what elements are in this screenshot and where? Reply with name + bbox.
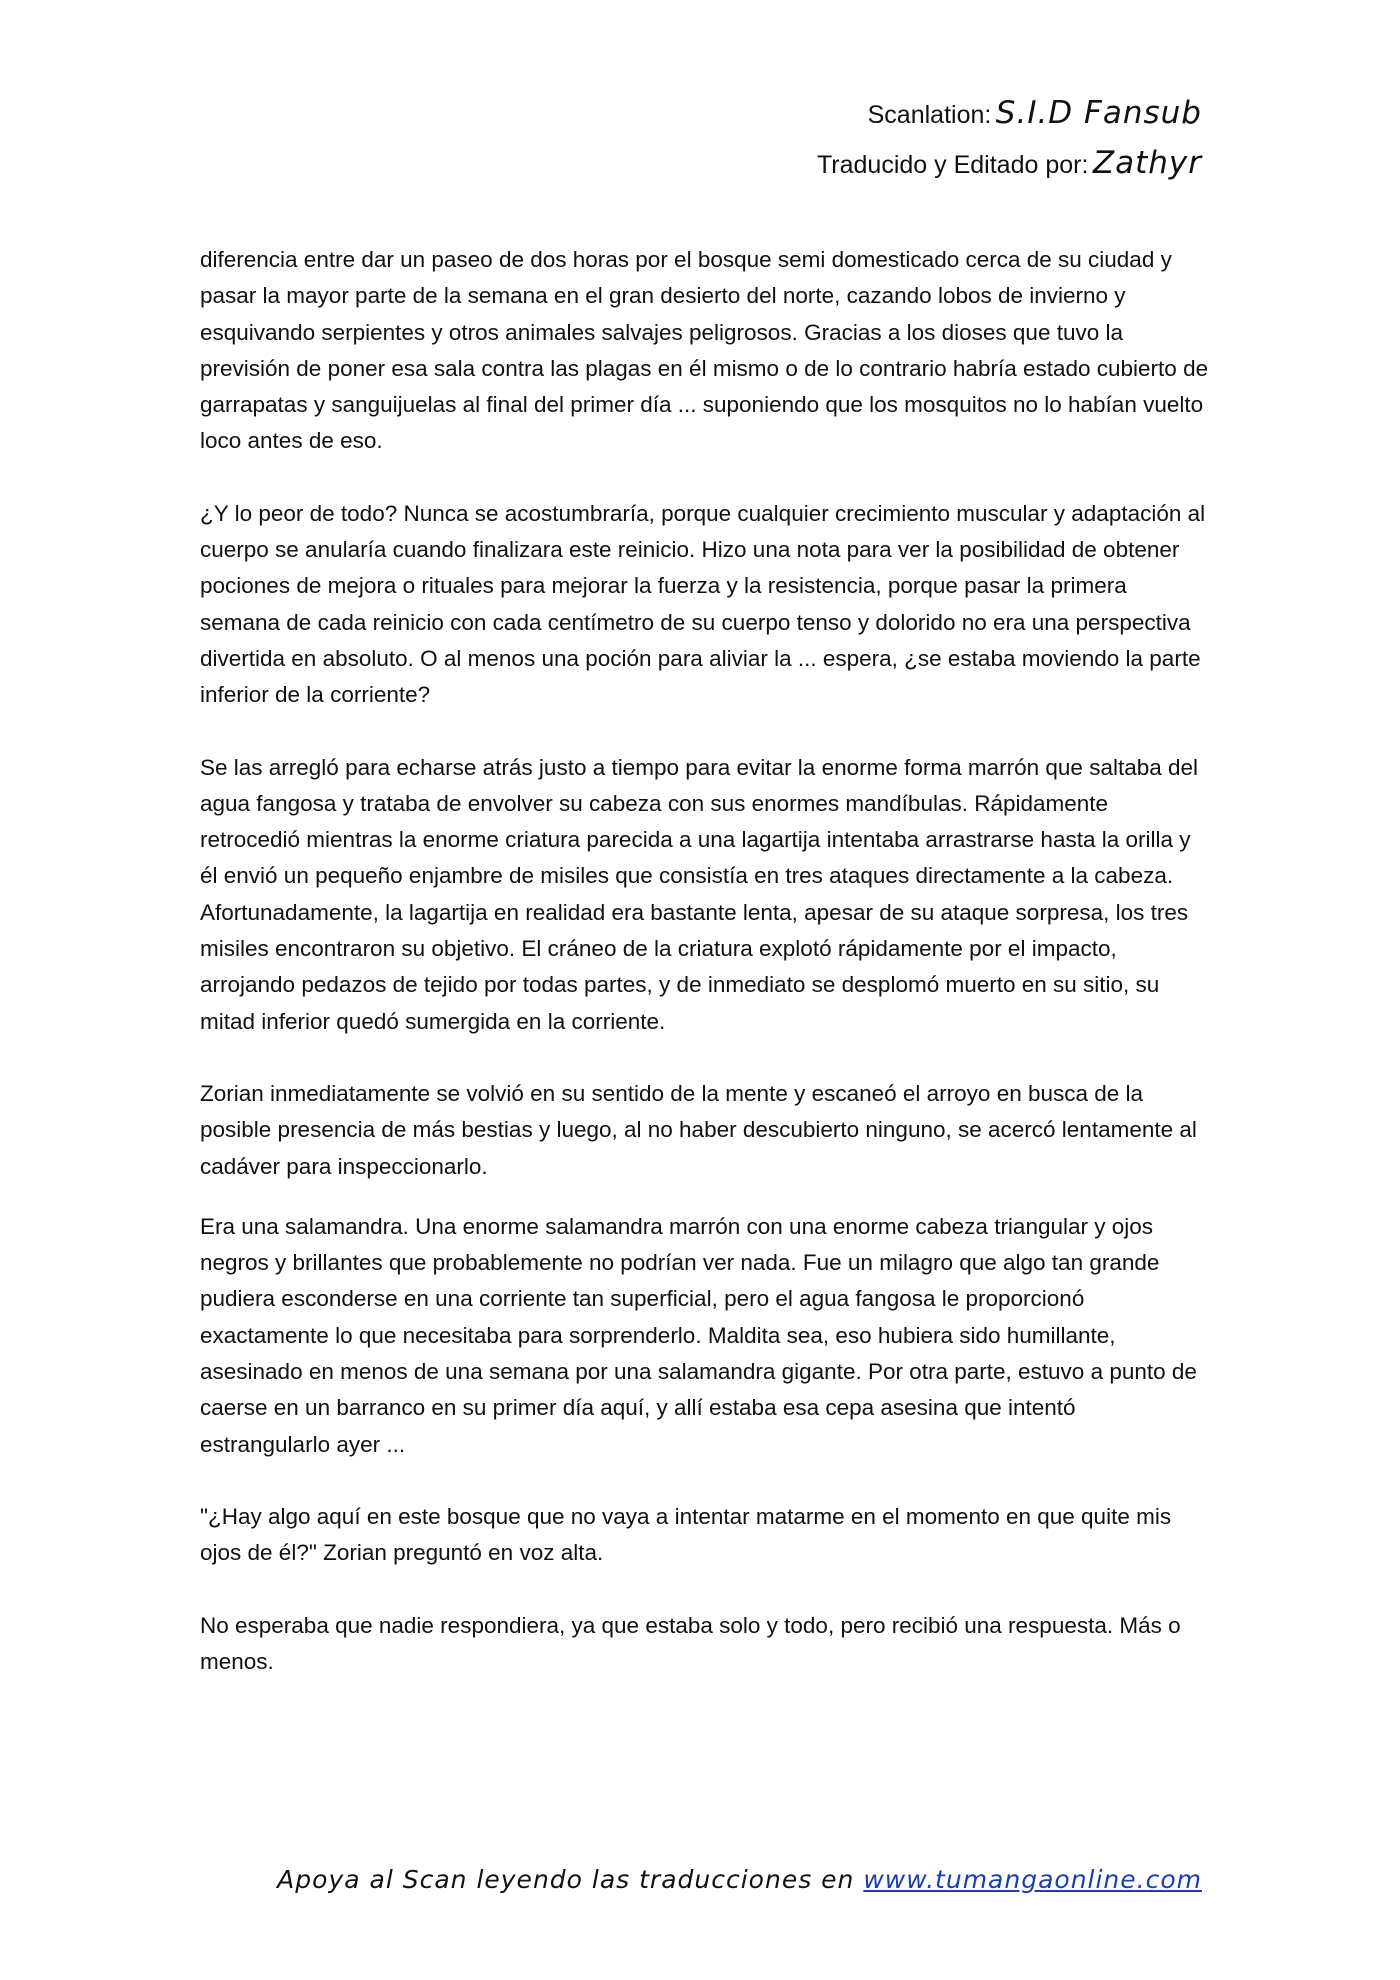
paragraph: "¿Hay algo aquí en este bosque que no vaya a intentar matarme en el momento en que quite mis ojos de él?" Zorian preguntó en voz alta.: [200, 1503, 1172, 1566]
page-footer: [277, 1858, 1202, 1902]
translator-credit: [817, 138, 1202, 188]
paragraph: No esperaba que nadie respondiera, ya que estaba solo y todo, pero recibió una respuesta. Más o menos.: [200, 1612, 1181, 1674]
scanlation-label: Scanlation:: [867, 101, 992, 129]
translator-name: Zathyr: [1092, 145, 1202, 181]
footer-support-text: Apoya al Scan leyendo las traducciones en: [277, 1865, 855, 1894]
scanlation-group-name: S.I.D Fansub: [995, 95, 1202, 131]
paragraph: Era una salamandra. Una enorme salamandra marrón con una enorme cabeza triangular y ojos negros y brillantes que probablemente no podrían ver nada. Fue un milagro que algo tan grande pudiera esconderse en una corriente tan superficial, pero el agua fangosa le proporcionó exactamente lo que necesitaba para sorprenderlo. Maldita sea, eso hubiera sido humillante, asesinado en menos de una semana por una salamandra gigante. Por otra parte, estuvo a punto de caerse en un barranco en su primer día aquí, y allí estaba esa cepa asesina que intentó estrangularlo ayer ...: [200, 1213, 1197, 1457]
page-header: [817, 88, 1202, 188]
document-body: [200, 242, 1210, 1680]
paragraph: ¿Y lo peor de todo? Nunca se acostumbraría, porque cualquier crecimiento muscular y adaptación al cuerpo se anularía cuando finalizara este reinicio. Hizo una nota para ver la posibilidad de obtener pociones de mejora o rituales para mejorar la fuerza y la resistencia, porque pasar la primera semana de cada reinicio con cada centímetro de su cuerpo tenso y dolorido no era una perspectiva divertida en absoluto. O al menos una poción para aliviar la ... espera, ¿se estaba moviendo la parte inferior de la corriente?: [200, 500, 1206, 708]
scanlation-credit: [817, 88, 1202, 138]
translator-label: Traducido y Editado por:: [816, 151, 1089, 179]
paragraph: diferencia entre dar un paseo de dos horas por el bosque semi domesticado cerca de su ciudad y pasar la mayor parte de la semana en el gran desierto del norte, cazando lobos de invierno y esquivando serpientes y otros animales salvajes peligrosos. Gracias a los dioses que tuvo la previsión de poner esa sala contra las plagas en él mismo o de lo contrario habría estado cubierto de garrapatas y sanguijuelas al final del primer día ... suponiendo que los mosquitos no lo habían vuelto loco antes de eso.: [200, 247, 1209, 454]
paragraph: Se las arregló para echarse atrás justo a tiempo para evitar la enorme forma marrón que saltaba del agua fangosa y trataba de envolver su cabeza con sus enormes mandíbulas. Rápidamente retrocedió mientras la enorme criatura parecida a una lagartija intentaba arrastrarse hasta la orilla y él envió un pequeño enjambre de misiles que consistía en tres ataques directamente a la cabeza. Afortunadamente, la lagartija en realidad era bastante lenta, apesar de su ataque sorpresa, los tres misiles encontraron su objetivo. El cráneo de la criatura explotó rápidamente por el impacto, arrojando pedazos de tejido por todas partes, y de inmediato se desplomó muerto en su sitio, su mitad inferior quedó sumergida en la corriente.: [200, 754, 1199, 1034]
footer-site-link[interactable]: www.tumangaonline.com: [863, 1865, 1202, 1894]
paragraph: Zorian inmediatamente se volvió en su sentido de la mente y escaneó el arroyo en busca de la posible presencia de más bestias y luego, al no haber descubierto ninguno, se acercó lentamente al cadáver para inspeccionarlo.: [200, 1080, 1197, 1179]
